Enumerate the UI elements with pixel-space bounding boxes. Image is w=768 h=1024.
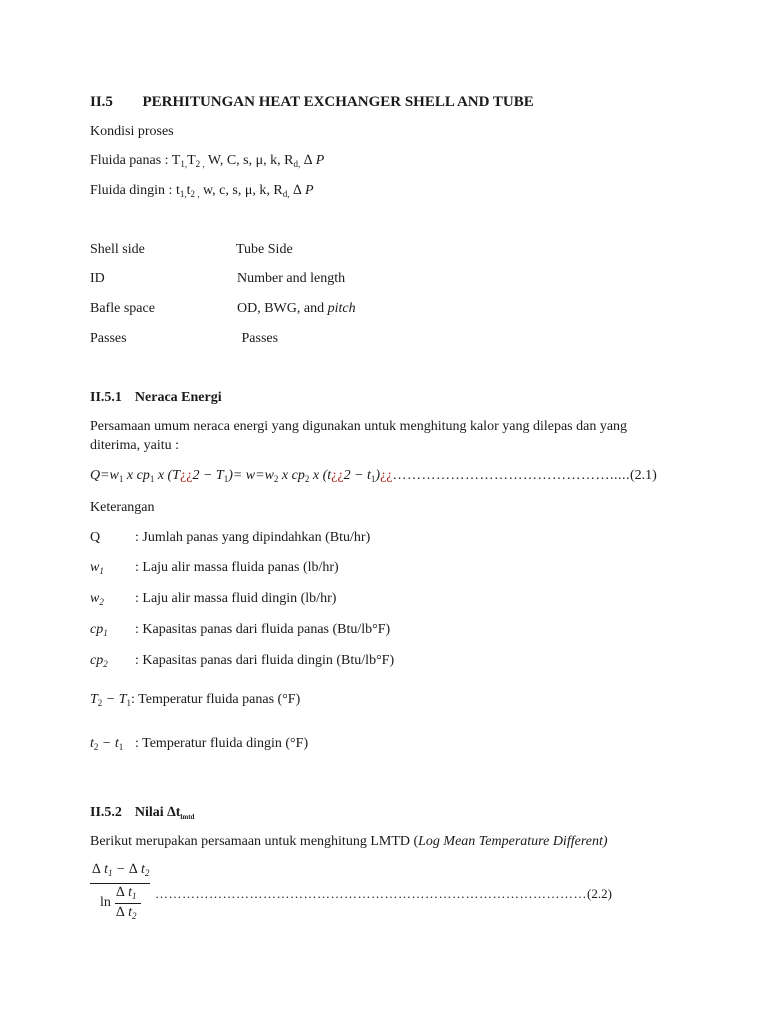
legend-symbol: $cp_1$ <box>90 622 108 638</box>
subsection-2-heading <box>90 805 194 821</box>
shell-row-4-left: Passes <box>90 331 127 346</box>
equation-number-2-1: (2.1) <box>630 468 657 483</box>
subsection-1-number: II.5.1 <box>90 390 122 405</box>
legend-symbol: Q <box>90 530 101 545</box>
lmtd-inner-denominator: ∆ $t_2$ <box>116 905 137 921</box>
tube-row-4-right: Passes <box>238 331 279 346</box>
hot-fluid-line: Fluida panas : $T_{1,}T_{2 ,}$ W, C, s, μ, k, $R_{d,}$ ∆ P <box>90 153 325 169</box>
temp-cold-symbol: $t_2 - t_1$ <box>90 736 124 752</box>
subsection-1-heading <box>90 390 222 406</box>
subsection-2-title: Nilai $\Delta t_{lmtd}$ <box>134 805 195 821</box>
legend-description: : Laju alir massa fluid dingin (lb/hr) <box>135 591 337 606</box>
tube-row-2-right: Number and length <box>237 271 346 286</box>
legend-description: : Kapasitas panas dari fluida dingin (Btu/lb°F) <box>135 653 395 668</box>
lmtd-inner-numerator: ∆ $t_1$ <box>116 885 137 901</box>
section-title: PERHITUNGAN HEAT EXCHANGER SHELL AND TUBE <box>142 94 534 110</box>
temp-cold-description: : Temperatur fluida dingin (°F) <box>135 736 309 751</box>
shell-row-3-left: Bafle space <box>90 301 155 316</box>
equation-2-2-leader: ……………………………………………………………………………………(2.2) <box>155 886 612 901</box>
section-heading <box>90 94 534 111</box>
tube-row-1-right: Tube Side <box>236 242 293 257</box>
intro-line-2: diterima, yaitu : <box>90 438 180 453</box>
lmtd-inner-fraction-line <box>115 903 141 904</box>
equation-2-1: $Q=w_1$ x $cp_1$ x (T¿¿2 − $T_1)= w=w_2$ x $cp_2$ x (t¿¿2 − $t_1)¿¿\dots\dots\dots\dots\dots\dots\dots\dots\dots\dots\dots\dots\dots\dots\dots.....(2.1)$ <box>90 468 657 484</box>
equation-number-2-2: (2.2) <box>587 886 612 901</box>
cold-fluid-line: Fluida dingin : $t_{1,}t_{2 ,}$ w, c, s, μ, k, $R_{d,}$ ∆ P <box>90 183 314 199</box>
temp-hot-line: $T_2 - T_1$: Temperatur fluida panas (°F) <box>90 692 301 708</box>
legend-symbol: $w_2$ <box>90 591 104 607</box>
tube-row-3-right: OD, BWG, and pitch <box>237 301 356 316</box>
lmtd-intro: Berikut merupakan persamaan untuk menghitung LMTD (Log Mean Temperature Different) <box>90 834 608 849</box>
legend-description: : Laju alir massa fluida panas (lb/hr) <box>135 560 339 575</box>
legend-description: : Kapasitas panas dari fluida panas (Btu/lb°F) <box>135 622 391 637</box>
conditions-label: Kondisi proses <box>90 124 174 139</box>
subsection-2-number: II.5.2 <box>90 805 122 820</box>
legend-description: : Jumlah panas yang dipindahkan (Btu/hr) <box>135 530 371 545</box>
shell-row-2-left: ID <box>90 271 105 286</box>
legend-symbol: $w_1$ <box>90 560 104 576</box>
section-number: II.5 <box>90 94 113 110</box>
lmtd-numerator: ∆ $t_1$ − ∆ $t_2$ <box>92 862 150 878</box>
legend-label: Keterangan <box>90 500 155 515</box>
legend-symbol: $cp_2$ <box>90 653 108 669</box>
intro-line-1: Persamaan umum neraca energi yang digunakan untuk menghitung kalor yang dilepas dan yang <box>90 419 628 434</box>
shell-row-1-left: Shell side <box>90 242 145 257</box>
lmtd-main-fraction-line <box>90 883 150 884</box>
subsection-1-title: Neraca Energi <box>134 390 222 405</box>
lmtd-ln: ln <box>100 895 111 910</box>
